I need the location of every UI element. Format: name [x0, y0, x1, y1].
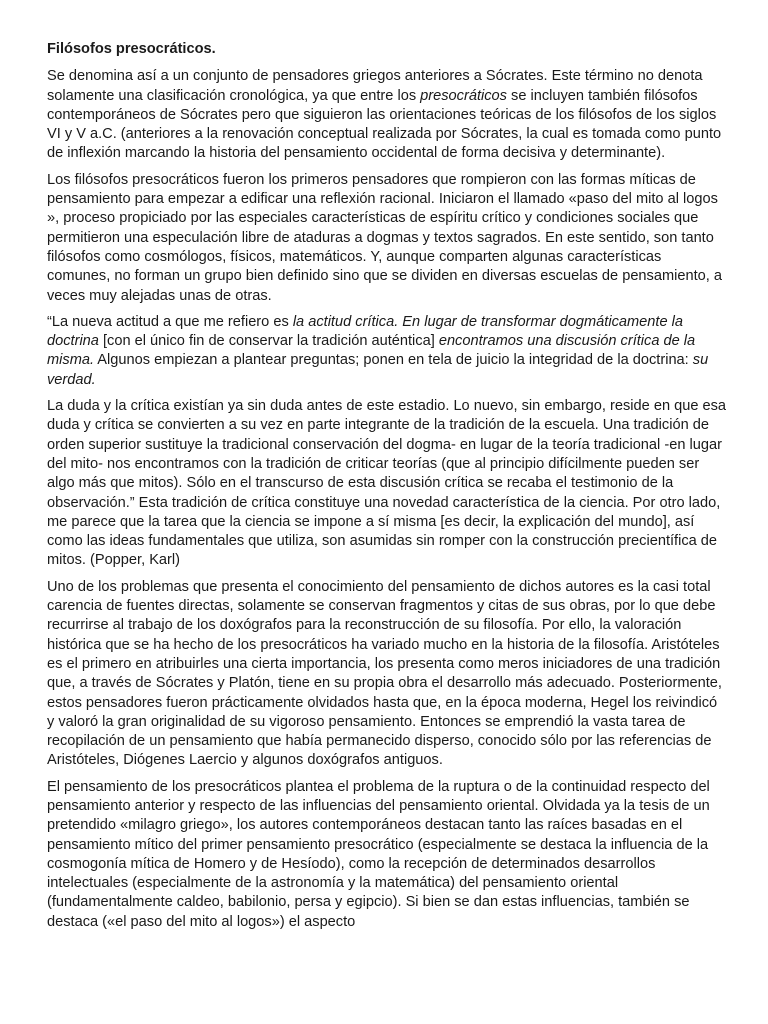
document-title: Filósofos presocráticos. [47, 41, 216, 57]
paragraph-3-italic-d: encontramos una discusión crítica de la misma. [47, 333, 696, 369]
paragraph-1 [47, 67, 727, 163]
paragraph-3-text-c: [con el único fin de conservar la tradición auténtica] [98, 333, 439, 350]
document-page [47, 40, 727, 939]
paragraph-6: El pensamiento de los presocráticos plantea el problema de la ruptura o de la continuidad respecto del pensamiento anterior y respecto de las influencias del pensamiento oriental. Olvidada ya la tesis de un pretendido «milagro griego», los autores contemporáneos destacan tanto las raíces basadas en el pensamiento mítico del primer pensamiento presocrático (especialmente se destaca la influencia de la cosmogonía mítica de Homero y de Hesíodo), como la recepción de determinados desarrollos intelectuales (especialmente de la astronomía y la matemática) del pensamiento oriental (fundamentalmente caldeo, babilonio, persa y egipcio). Si bien se dan estas influencias, también se destaca («el paso del mito al logos») el aspecto [47, 778, 710, 930]
paragraph-3-italic-f: su verdad. [47, 352, 709, 388]
paragraph-1-italic-term: presocráticos [420, 87, 507, 104]
paragraph-4: La duda y la crítica existían ya sin duda antes de este estadio. Lo nuevo, sin embargo, reside en que esa duda y crítica se convierten a su vez en parte integrante de la tradición de la escuela. Una tradición de orden superior sustituye la tradicional conservación del dogma- en lugar de la teoría tradicional -en lugar del mito- nos encontramos con la tradición de criticar teorías (que al principio difícilmente pueden ser algo más que mitos). Sólo en el transcurso de esta discusión crítica se recaba el testimonio de la observación.” Esta tradición de crítica constituye una novedad característica de la ciencia. Por otro lado, me parece que la tarea que la ciencia se impone a sí misma [es decir, la explicación del mundo], así como las ideas fundamentales que utiliza, son asumidas sin romper con la construcción precientífica de mitos. (Popper, Karl) [47, 398, 727, 569]
paragraph-3-text-a: “La nueva actitud a que me refiero es [47, 313, 293, 330]
paragraph-1-text-c: se incluyen también filósofos contemporáneos de Sócrates pero que siguieron las orientaciones teóricas de los filósofos de los siglos VI y V a.C. (anteriores a la renovación conceptual realizada por Sócrates, la cual es tomada como punto de inflexión marcando la historia del pensamiento occidental de forma decisiva y determinante). [47, 87, 722, 162]
paragraph-3-quote [47, 313, 727, 390]
paragraph-3-italic-b: la actitud crítica. En lugar de transformar dogmáticamente la doctrina [47, 313, 683, 350]
paragraph-1-text-a: Se denomina así a un conjunto de pensadores griegos anteriores a Sócrates. Este término no denota solamente una clasificación cronológica, ya que entre los [47, 68, 703, 104]
paragraph-5: Uno de los problemas que presenta el conocimiento del pensamiento de dichos autores es la casi total carencia de fuentes directas, solamente se conservan fragmentos y citas de sus obras, por lo que debe recurrirse al trabajo de los doxógrafos para la reconstrucción de su filosofía. Por ello, la valoración histórica que se ha hecho de los presocráticos ha variado mucho en la historia de la filosofía. Aristóteles es el primero en atribuirles una cierta importancia, los presenta como meros iniciadores de una tradición que, a través de Sócrates y Platón, tiene en su propia obra el desarrollo más adecuado. Posteriormente, estos pensadores fueron prácticamente olvidados hasta que, en la época moderna, Hegel los reivindicó y valoró la gran originalidad de su vigoroso pensamiento. Entonces se emprendió la vasta tarea de recopilación de un pensamiento que había permanecido disperso, conocido sólo por las referencias de Aristóteles, Diógenes Laercio y algunos doxógrafos antiguos. [47, 578, 722, 769]
paragraph-2: Los filósofos presocráticos fueron los primeros pensadores que rompieron con las formas míticas de pensamiento para empezar a edificar una reflexión racional. Iniciaron el llamado «paso del mito al logos », proceso propiciado por las especiales características de espíritu crítico y condiciones sociales que permitieron una especulación libre de ataduras a dogmas y textos sagrados. En este sentido, son tanto filósofos como cosmólogos, físicos, matemáticos. Y, aunque comparten algunas características comunes, no forman un grupo bien definido sino que se dividen en diversas escuelas de pensamiento, a veces muy alejadas unas de otras. [47, 171, 722, 304]
paragraph-3-text-e: Algunos empiezan a plantear preguntas; ponen en tela de juicio la integridad de la doctrina: [94, 352, 693, 369]
